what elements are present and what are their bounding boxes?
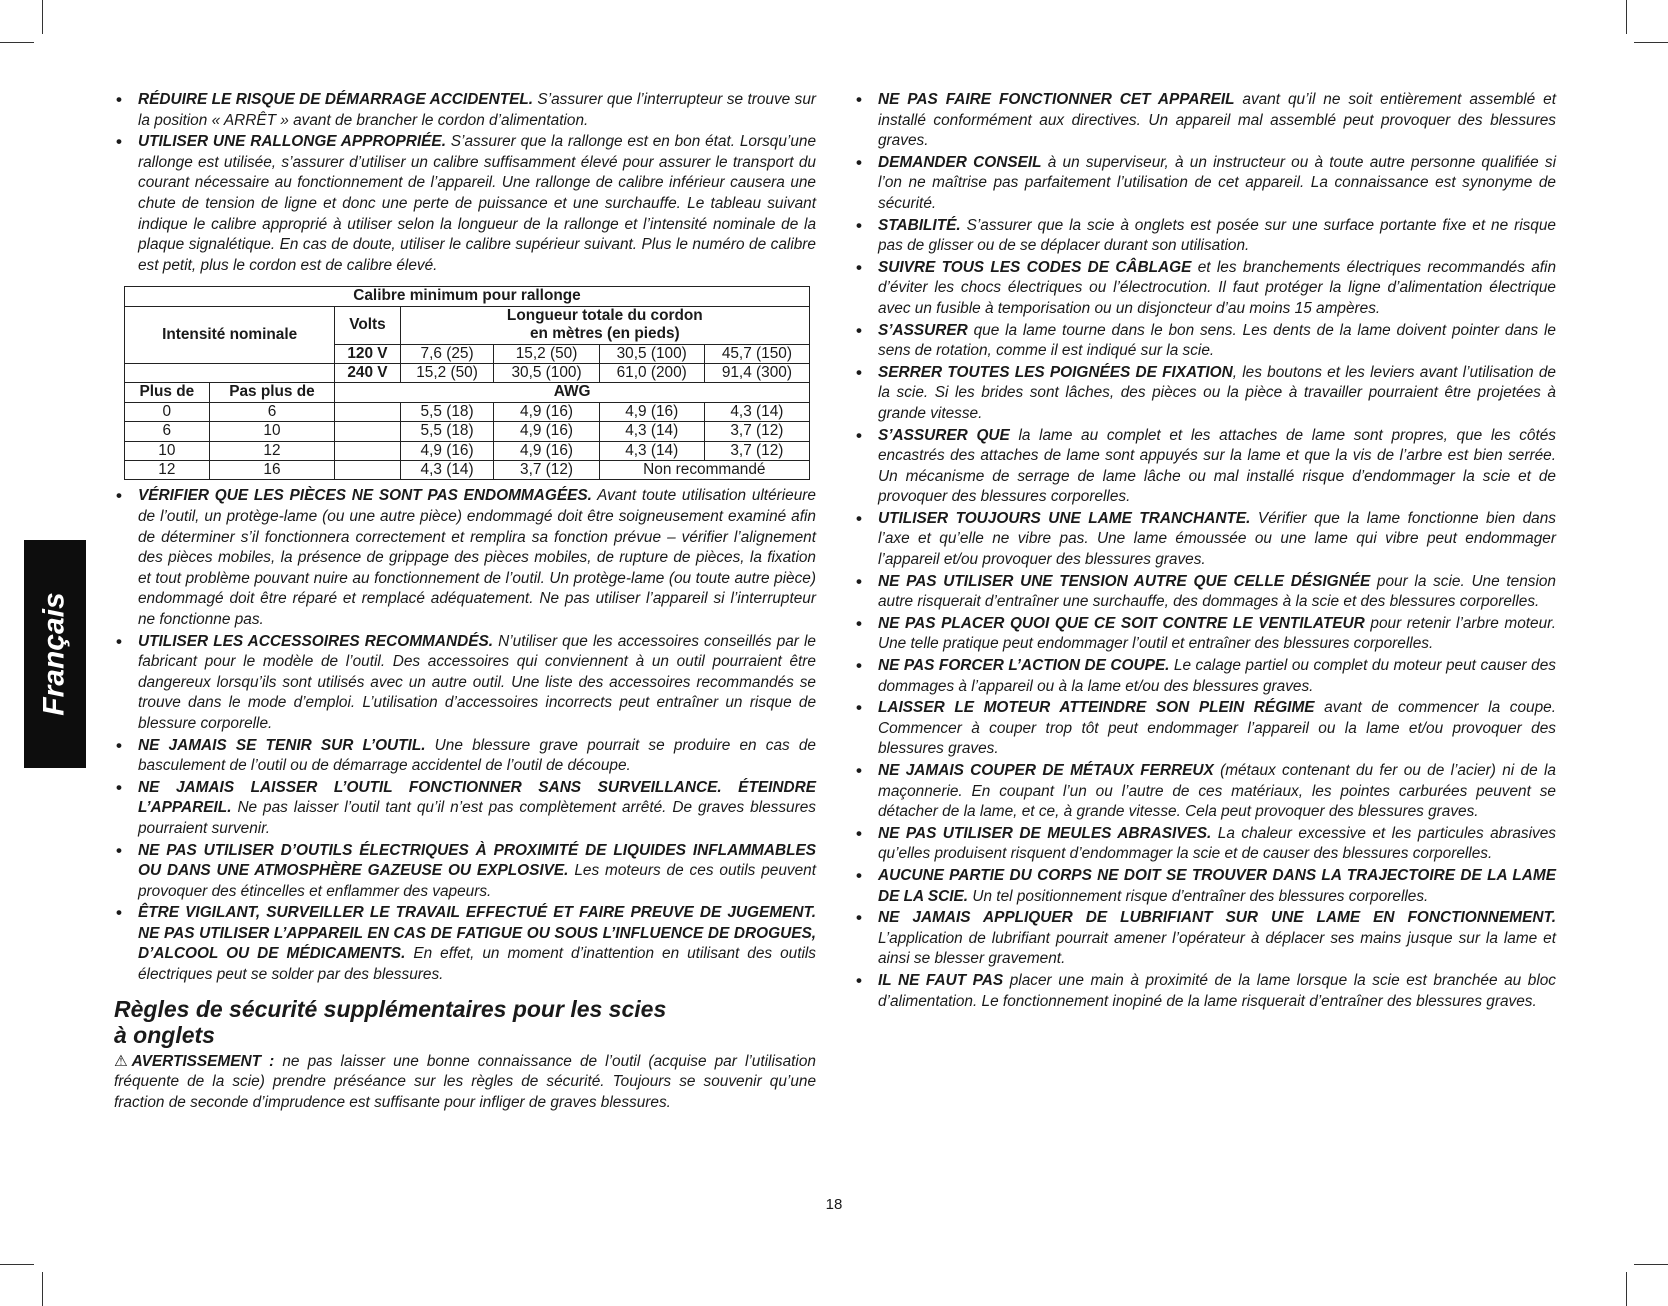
length-cell: 91,4 (300): [704, 363, 809, 382]
bullet-item: [854, 216, 1556, 257]
awg-cell: 3,7 (12): [704, 441, 809, 460]
bullet-item: [114, 632, 816, 735]
empty-cell: [335, 402, 400, 421]
bullet-lead: DEMANDER CONSEIL: [878, 153, 1042, 171]
bullet-item: [854, 824, 1556, 865]
bullet-item: [114, 778, 816, 840]
bullet-body: que la lame tourne dans le bon sens. Les dents de la lame doivent pointer dans le sens de rotation, comme il est indiqué sur la scie.: [878, 321, 1556, 360]
bullet-lead: LAISSER LE MOTEUR ATTEINDRE SON PLEIN RÉGIME: [878, 699, 1315, 717]
warning-lead: AVERTISSEMENT :: [131, 1052, 275, 1070]
bullet-lead: NE PAS FORCER L’ACTION DE COUPE.: [878, 657, 1170, 675]
length-cell: 61,0 (200): [599, 363, 704, 382]
table-subheader-row: [125, 383, 810, 402]
crop-mark: [1626, 0, 1627, 34]
bullet-item: [854, 153, 1556, 215]
bullet-body: la lame au complet et les attaches de lame sont propres, que les côtés encastrés des attaches de lame sont appuyés sur la lame et que la vis de l’arbre est bien serrée. Un mécanisme de serrage de lame lâche ou mal installé risque d’endommager la scie et de provoquer des blessures corporelles.: [878, 426, 1556, 506]
bullet-item: [114, 132, 816, 276]
bullet-lead: UTILISER LES ACCESSOIRES RECOMMANDÉS.: [138, 632, 494, 650]
right-bullet-list: [854, 90, 1556, 1012]
bullet-item: [854, 509, 1556, 571]
section-title: [114, 996, 816, 1048]
bullet-item: [854, 698, 1556, 760]
bullet-lead: VÉRIFIER QUE LES PIÈCES NE SONT PAS ENDOMMAGÉES.: [138, 487, 592, 505]
awg-cell: 4,3 (14): [704, 402, 809, 421]
bullet-item: [854, 363, 1556, 425]
bullet-body: placer une main à proximité de la lame lorsque la scie est branchée au bloc d’alimentation. Le fonctionnement inopiné de la lame risquerait d’entraîner des blessures graves.: [878, 971, 1556, 1010]
bullet-lead: NE JAMAIS SE TENIR SUR L’OUTIL.: [138, 736, 426, 754]
awg-cell: Non recommandé: [599, 461, 809, 480]
awg-cell: 4,9 (16): [494, 422, 599, 441]
crop-mark: [0, 42, 34, 43]
length-header-line-2: en mètres (en pieds): [529, 325, 680, 343]
table-title: Calibre minimum pour rallonge: [125, 287, 810, 306]
empty-cell: [335, 461, 400, 480]
bullet-body: Avant toute utilisation ultérieure de l’outil, un protège-lame (ou une autre pièce) endommagé doit être soigneusement examiné afin de déterminer s’il fonctionnera correctement et remplira sa fonction prévue – vérifier l’alignement des pièces mobiles, la présence de grippage des pièces mobiles, de rupture de pièces, la fixation et tout problème pouvant nuire au fonctionnement de l’outil. Un protège-lame (ou toute autre pièce) endommagé doit être réparé et remplacé adéquatement. Ne pas utiliser l’appareil si l’interrupteur ne fonctionne pas.: [138, 487, 816, 628]
volts-240-cell: 240 V: [335, 363, 400, 382]
warning-paragraph: [114, 1052, 816, 1114]
bullet-body: S’assurer que la scie à onglets est posée sur une surface portante fixe et ne risque pas de glisser ou de se déplacer durant son utilisation.: [878, 216, 1556, 255]
bullet-lead: S’ASSURER QUE: [878, 426, 1010, 444]
awg-cell: 5,5 (18): [400, 422, 494, 441]
awg-cell: 4,9 (16): [494, 402, 599, 421]
bullet-item: [854, 971, 1556, 1012]
bullet-lead: NE PAS FAIRE FONCTIONNER CET APPAREIL: [878, 91, 1235, 108]
bullet-item: [854, 258, 1556, 320]
bullet-body: avant qu’il ne soit entièrement assemblé et installé conformément aux directives. Un appareil mal assemblé peut provoquer des blessures graves.: [878, 91, 1556, 150]
empty-cell: [125, 363, 335, 382]
length-cell: 15,2 (50): [494, 344, 599, 363]
length-cell: 30,5 (100): [599, 344, 704, 363]
crop-mark: [1634, 42, 1668, 43]
intensity-header: Intensité nominale: [125, 306, 335, 363]
volts-120-cell: 120 V: [335, 344, 400, 363]
section-title-line-1: Règles de sécurité supplémentaires pour les scies: [114, 995, 667, 1022]
volts-header: Volts: [335, 306, 400, 344]
bullet-item: [114, 736, 816, 777]
crop-mark: [42, 1272, 43, 1306]
crop-mark: [1626, 1272, 1627, 1306]
bullet-item: [114, 903, 816, 985]
table-row-240v: [125, 363, 810, 382]
bullet-lead: UTILISER UNE RALLONGE APPROPRIÉE.: [138, 133, 446, 151]
table-row: [125, 441, 810, 460]
amp-from-cell: 10: [125, 441, 210, 460]
bullet-lead: UTILISER TOUJOURS UNE LAME TRANCHANTE.: [878, 509, 1251, 527]
bullet-lead: IL NE FAUT PAS: [878, 971, 1004, 989]
bullet-item: [854, 426, 1556, 508]
bullet-item: [854, 761, 1556, 823]
crop-mark: [0, 1264, 34, 1265]
left-top-bullet-list: [114, 90, 816, 276]
awg-cell: 4,9 (16): [400, 441, 494, 460]
bullet-lead: NE PAS UTILISER UNE TENSION AUTRE QUE CELLE DÉSIGNÉE: [878, 572, 1371, 590]
bullet-lead: STABILITÉ.: [878, 216, 961, 234]
bullet-body: En effet, un moment d’inattention en utilisant des outils électriques peut se solder par des blessures.: [138, 945, 817, 984]
length-cell: 45,7 (150): [704, 344, 809, 363]
bullet-body: L’application de lubrifiant pourrait amener l’opérateur à déplacer ses mains jusque sur la lame et ainsi se blesser gravement.: [878, 929, 1556, 968]
amp-from-cell: 0: [125, 402, 210, 421]
bullet-body: , les boutons et les leviers avant l’utilisation de la scie. Si les brides sont lâches, des pièces ou la pièce à travailler pourraient être projetées à grande vitesse.: [878, 363, 1556, 422]
extension-cord-table: [124, 286, 810, 480]
amp-from-cell: 6: [125, 422, 210, 441]
warning-icon: ⚠: [114, 1052, 132, 1070]
bullet-item: [114, 90, 816, 131]
table-row: [125, 402, 810, 421]
awg-rows: [125, 402, 810, 460]
bullet-body: (métaux contenant du fer ou de l’acier) ni de la maçonnerie. En coupant l’un ou l’autre de ces matériaux, les pointes carburées peuvent se détacher de la lame, et ce, à grande vitesse. Cela peut provoquer des blessures graves.: [878, 762, 1556, 821]
bullet-body: à un superviseur, à un instructeur ou à toute autre personne qualifiée si l’on ne maîtrise pas parfaitement l’utilisation de cet appareil. La connaissance est synonyme de sécurité.: [878, 153, 1557, 212]
amp-to-cell: 10: [209, 422, 335, 441]
length-cell: 15,2 (50): [400, 363, 494, 382]
left-bottom-bullet-list: [114, 486, 816, 985]
bullet-body: Vérifier que la lame fonctionne bien dans l’axe et qu’elle ne vibre pas. Une lame émoussée ou une lame qui vibre peut endommager l’appareil et/ou provoquer des blessures graves.: [878, 509, 1556, 569]
bullet-body: Le calage partiel ou complet du moteur peut causer des dommages à l’appareil ou à la lame et/ou des blessures graves.: [878, 657, 1556, 695]
language-tab-label: Français: [38, 592, 71, 716]
bullet-item: [854, 908, 1556, 970]
awg-cell: 4,3 (14): [599, 441, 704, 460]
bullet-item: [114, 841, 816, 903]
bullet-lead: SERRER TOUTES LES POIGNÉES DE FIXATION: [878, 363, 1233, 381]
awg-cell: 4,3 (14): [400, 461, 494, 480]
bullet-lead: NE PAS UTILISER DE MEULES ABRASIVES.: [878, 824, 1212, 842]
table-row: [125, 461, 810, 480]
not-more-than-header: Pas plus de: [209, 383, 335, 402]
bullet-body: La chaleur excessive et les particules abrasives qu’elles produisent risquent d’endommager la scie et de causer des blessures corporelles.: [878, 824, 1556, 863]
bullet-body: pour retenir l’arbre moteur. Une telle pratique peut endommager l’outil et entraîner des blessures corporelles.: [878, 614, 1556, 653]
bullet-item: [854, 656, 1556, 697]
bullet-body: S’assurer que la rallonge est en bon état. Lorsqu’une rallonge est utilisée, s’assurer d’utiliser un calibre suffisamment élevé pour assurer le transport du courant nécessaire au fonctionnement de l’appareil. Une rallonge de calibre inférieur causera une chute de tension de ligne et donc une perte de puissance et une surchauffe. Le tableau suivant indique le calibre approprié à utiliser selon la longueur de la rallonge et l’intensité nominale de la plaque signalétique. En cas de doute, utiliser le calibre supérieur suivant. Plus le numéro de calibre est petit, plus le cordon est de calibre élevé.: [138, 133, 816, 274]
awg-cell: 3,7 (12): [704, 422, 809, 441]
crop-mark: [1634, 1264, 1668, 1265]
awg-cell: 3,7 (12): [494, 461, 599, 480]
bullet-lead: NE JAMAIS LAISSER L’OUTIL FONCTIONNER SANS SURVEILLANCE. ÉTEINDRE L’APPAREIL.: [138, 778, 816, 817]
awg-header: AWG: [335, 383, 810, 402]
length-header-line-1: Longueur totale du cordon: [506, 306, 703, 324]
bullet-lead: S’ASSURER: [878, 321, 968, 339]
bullet-item: [854, 572, 1556, 613]
left-column: [114, 90, 816, 1113]
crop-mark: [42, 0, 43, 34]
empty-cell: [335, 422, 400, 441]
awg-cell: 4,3 (14): [599, 422, 704, 441]
bullet-lead: ÊTRE VIGILANT, SURVEILLER LE TRAVAIL EFFECTUÉ ET FAIRE PREUVE DE JUGEMENT. NE PAS UTILISER L’APPAREIL EN CAS DE FATIGUE OU SOUS L’INFLUENCE DE DROGUES, D’ALCOOL OU DE MÉDICAMENTS.: [138, 904, 816, 963]
bullet-item: [854, 614, 1556, 655]
bullet-item: [854, 90, 1556, 152]
awg-cell: 4,9 (16): [494, 441, 599, 460]
amp-to-cell: 6: [209, 402, 335, 421]
warning-body: ne pas laisser une bonne connaissance de l’outil (acquise par l’utilisation fréquente de la scie) prendre préséance sur les règles de sécurité. Toujours se souvenir qu’une fraction de seconde d’imprudence est suffisante pour infliger de graves blessures.: [114, 1052, 816, 1111]
empty-cell: [335, 441, 400, 460]
bullet-body: pour la scie. Une tension autre risquerait d’entraîner une surchauffe, des dommages à la scie et des blessures corporelles.: [878, 572, 1556, 611]
bullet-item: [854, 321, 1556, 362]
bullet-body: Un tel positionnement risque d’entraîner des blessures corporelles.: [968, 887, 1429, 905]
page-number: 18: [825, 1196, 843, 1213]
bullet-body: Les moteurs de ces outils peuvent provoquer des étincelles et enflammer des vapeurs.: [138, 862, 816, 900]
bullet-body: avant de commencer la coupe. Commencer à couper trop tôt peut endommager l’appareil ou la lame et/ou provoquer des blessures graves.: [878, 699, 1556, 758]
bullet-lead: NE JAMAIS APPLIQUER DE LUBRIFIANT SUR UNE LAME EN FONCTIONNEMENT.: [878, 909, 1556, 927]
amp-from-cell: 12: [125, 461, 210, 480]
section-title-line-2: à onglets: [114, 1021, 215, 1048]
bullet-body: Ne pas laisser l’outil tant qu’il n’est pas complètement arrêté. De graves blessures pourraient survenir.: [138, 799, 816, 837]
bullet-lead: SUIVRE TOUS LES CODES DE CÂBLAGE: [878, 258, 1192, 276]
table-row: [125, 422, 810, 441]
bullet-lead: RÉDUIRE LE RISQUE DE DÉMARRAGE ACCIDENTEL.: [138, 91, 534, 108]
bullet-lead: AUCUNE PARTIE DU CORPS NE DOIT SE TROUVER DANS LA TRAJECTOIRE DE LA LAME DE LA SCIE.: [878, 866, 1556, 905]
awg-cell: 4,9 (16): [599, 402, 704, 421]
length-cell: 7,6 (25): [400, 344, 494, 363]
right-column: [854, 90, 1556, 1013]
length-cell: 30,5 (100): [494, 363, 599, 382]
bullet-item: [854, 866, 1556, 907]
length-header: [400, 306, 809, 344]
bullet-body: Une blessure grave pourrait se produire en cas de basculement de l’outil ou de démarrage accidentel de l’outil de découpe.: [138, 736, 816, 775]
more-than-header: Plus de: [125, 383, 210, 402]
bullet-lead: NE JAMAIS COUPER DE MÉTAUX FERREUX: [878, 762, 1214, 779]
amp-to-cell: 16: [209, 461, 335, 480]
bullet-body: N’utiliser que les accessoires conseillés par le fabricant pour le modèle de l’outil. Des accessoires qui conviennent à un outil pourraient être dangereux lorsqu’ils sont utilisés avec un autre outil. Une liste des accessoires recommandés se trouve dans le mode d’emploi. L’utilisation d’accessoires incorrects peut entraîner un risque de blessure corporelle.: [138, 632, 816, 732]
bullet-body: et les branchements électriques recommandés afin d’éviter les chocs électriques ou l’électrocution. Il faut protéger la ligne d’alimentation électrique avec un fusible à temporisation ou un disjoncteur d’au moins 15 ampères.: [878, 258, 1557, 317]
bullet-body: S’assurer que l’interrupteur se trouve sur la position « ARRÊT » avant de brancher le cordon d’alimentation.: [138, 91, 817, 129]
bullet-lead: NE PAS UTILISER D’OUTILS ÉLECTRIQUES À PROXIMITÉ DE LIQUIDES INFLAMMABLES OU DANS UNE ATMOSPHÈRE GAZEUSE OU EXPLOSIVE.: [138, 841, 816, 880]
bullet-item: [114, 486, 816, 630]
awg-cell: 5,5 (18): [400, 402, 494, 421]
bullet-lead: NE PAS PLACER QUOI QUE CE SOIT CONTRE LE VENTILATEUR: [878, 614, 1365, 632]
amp-to-cell: 12: [209, 441, 335, 460]
language-tab: [24, 540, 86, 768]
